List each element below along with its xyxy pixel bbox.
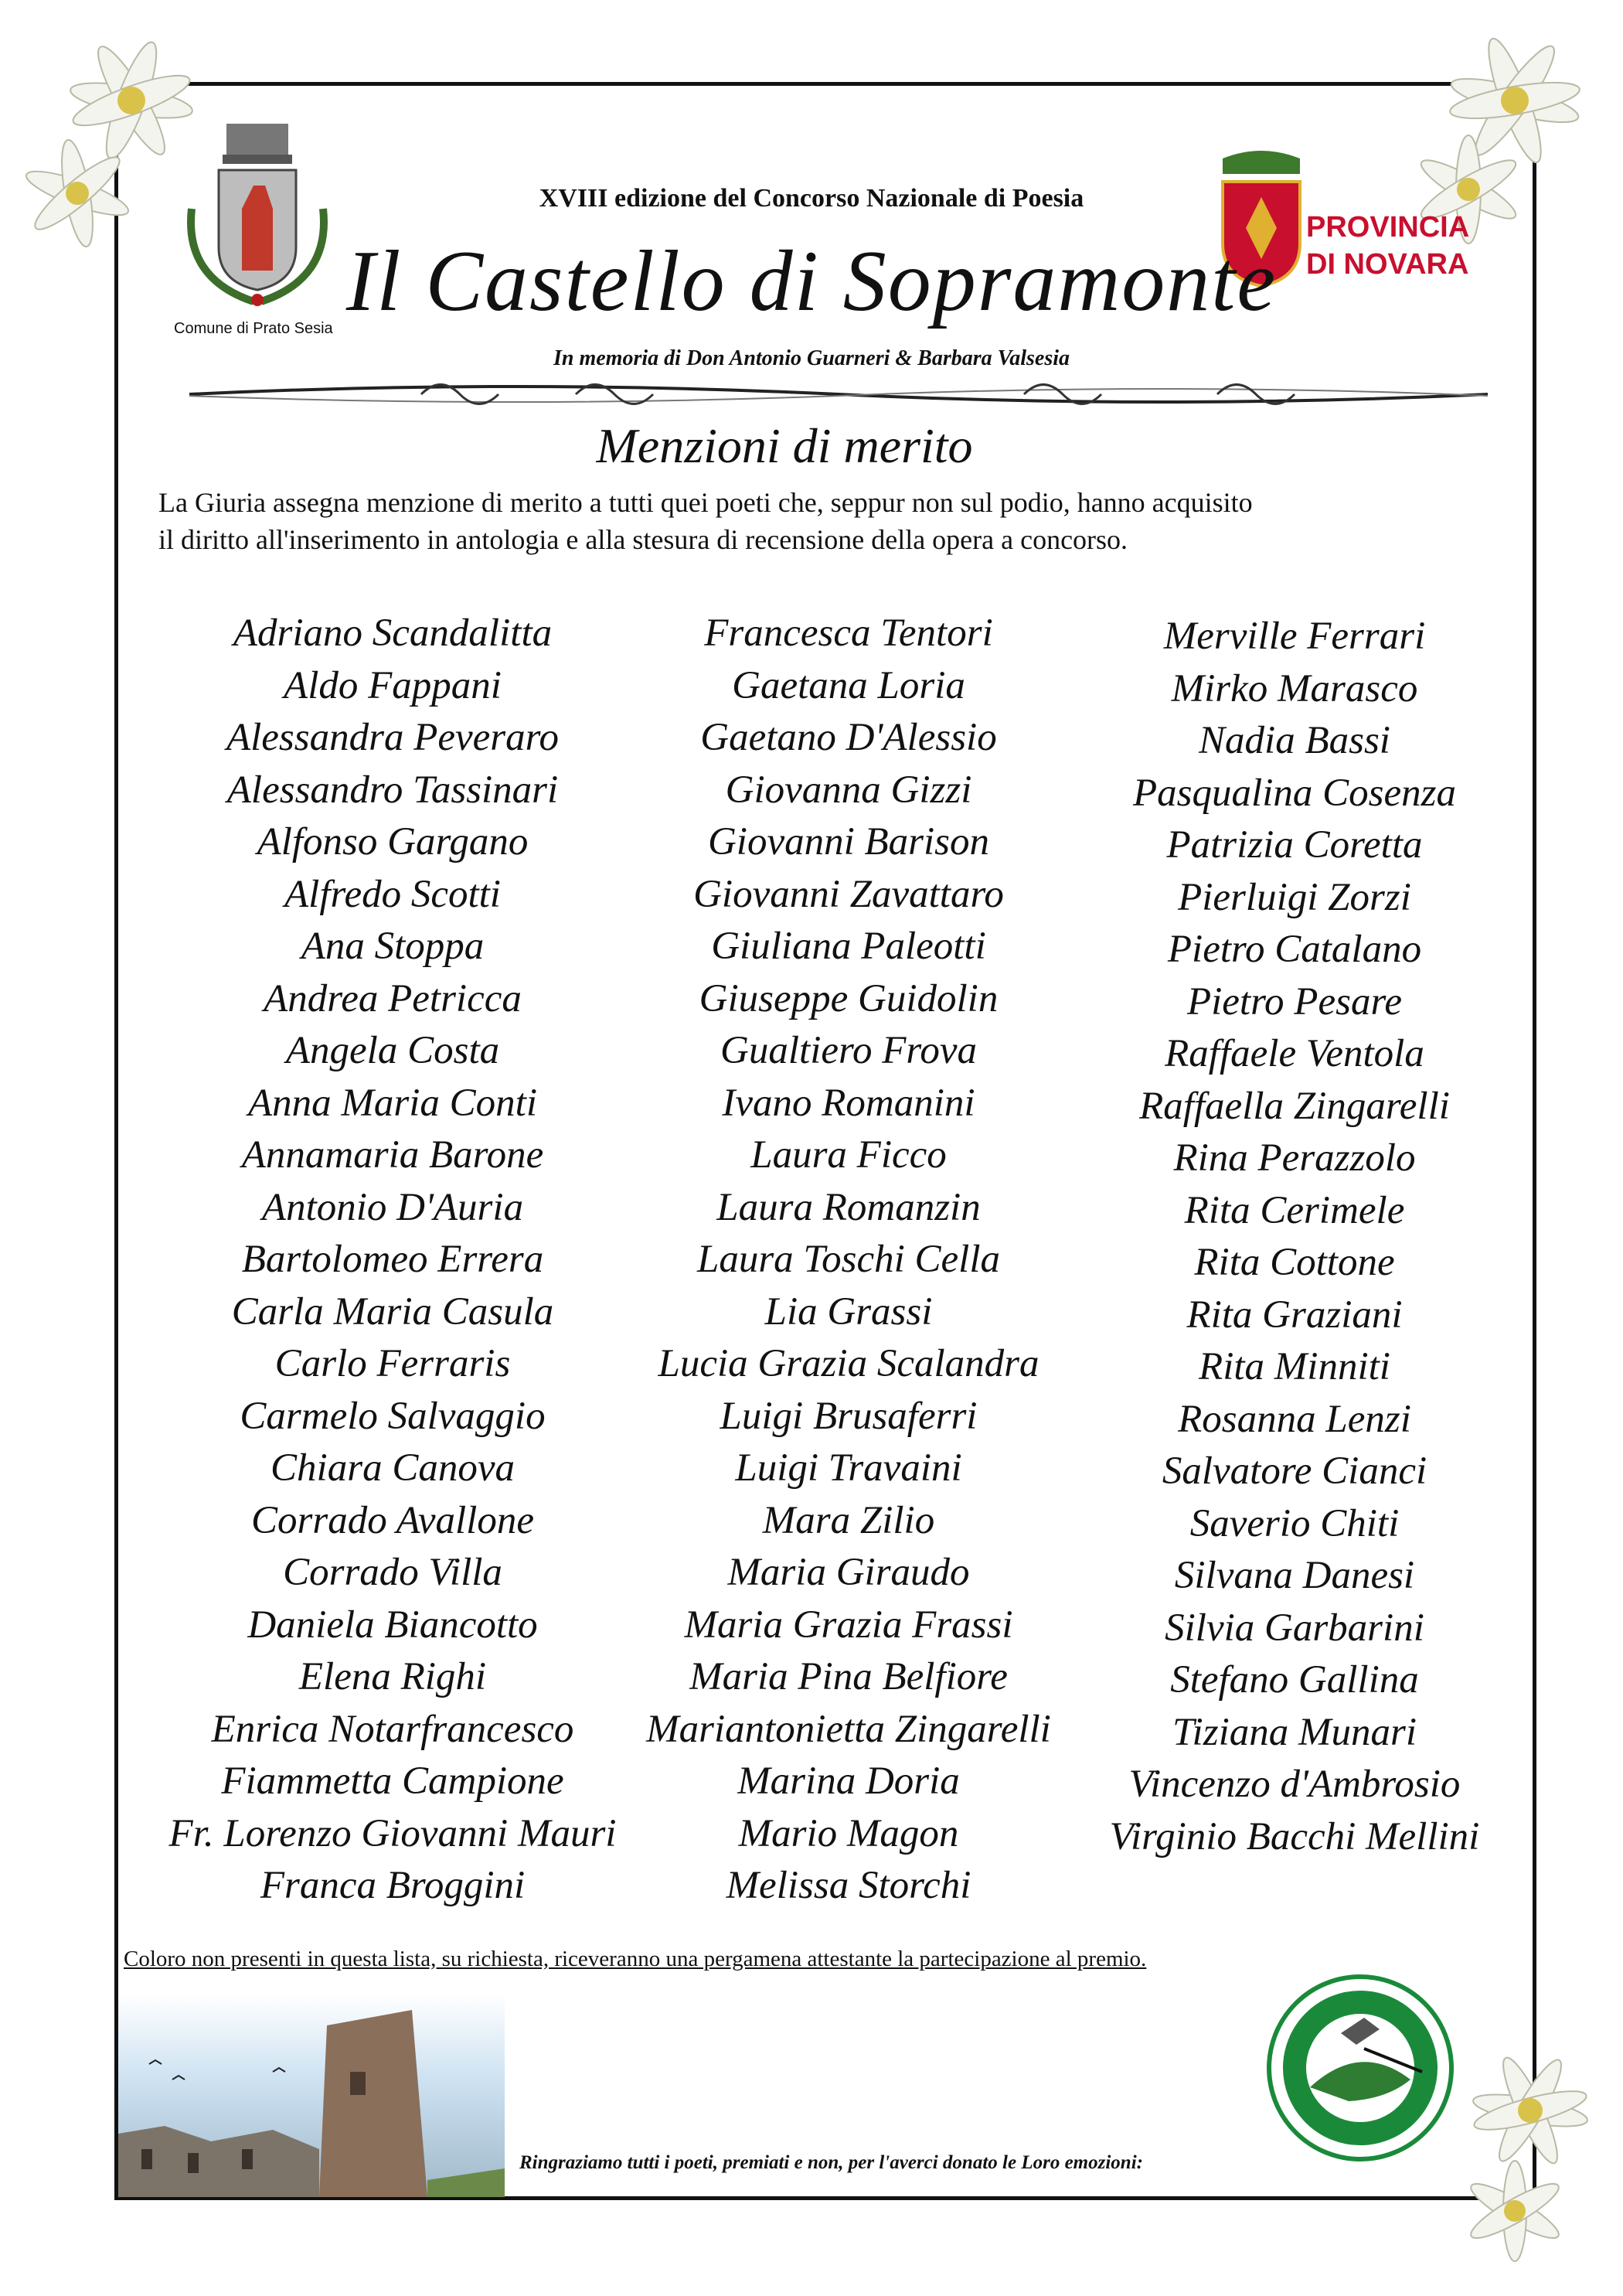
- poet-name: Rita Cerimele: [1184, 1188, 1405, 1232]
- intro-line-1: La Giuria assegna menzione di merito a tutti quei poeti che, seppur non sul podio, hanno acquisito: [158, 487, 1253, 518]
- poet-name: Alfonso Gargano: [257, 820, 529, 864]
- poet-name: Rita Minniti: [1199, 1345, 1390, 1388]
- poet-name: Andrea Petricca: [264, 976, 522, 1020]
- poet-name: Fr. Lorenzo Giovanni Mauri: [168, 1811, 617, 1855]
- poet-name: Maria Pina Belfiore: [689, 1655, 1008, 1698]
- poet-name: Maria Giraudo: [727, 1551, 970, 1594]
- poet-name: Raffaella Zingarelli: [1139, 1084, 1450, 1128]
- edelweiss-bottom-right-icon: [1430, 2025, 1615, 2281]
- poet-name: Vincenzo d'Ambrosio: [1128, 1763, 1461, 1806]
- footer-note: Coloro non presenti in questa lista, su richiesta, riceveranno una pergamena attestante la partecipazione al premio.: [124, 1947, 1147, 1971]
- poet-name: Giuliana Paleotti: [711, 925, 986, 968]
- thanks-text: Ringraziamo tutti i poeti, premiati e non, per l'averci donato le Loro emozioni:: [519, 2152, 1143, 2173]
- poet-name: Antonio D'Auria: [261, 1185, 524, 1229]
- poet-name: Ivano Romanini: [722, 1081, 975, 1125]
- edition-heading: XVIII edizione del Concorso Nazionale di Poesia: [539, 184, 1084, 213]
- poet-name: Mariantonietta Zingarelli: [646, 1707, 1051, 1751]
- poet-name: Laura Ficco: [750, 1133, 947, 1177]
- names-column-1: [145, 608, 640, 1913]
- poet-name: Patrizia Coretta: [1166, 823, 1423, 867]
- castle-photo: [118, 1995, 505, 2197]
- poet-name: Elena Righi: [298, 1655, 487, 1698]
- poet-name: Francesca Tentori: [704, 611, 993, 655]
- poet-name: Marina Doria: [737, 1759, 960, 1803]
- poet-name: Nadia Bassi: [1199, 719, 1390, 762]
- poet-name: Corrado Avallone: [251, 1498, 534, 1542]
- poet-name: Fiammetta Campione: [221, 1759, 564, 1803]
- poet-name: Laura Toschi Cella: [696, 1238, 1001, 1281]
- poet-name: Rosanna Lenzi: [1178, 1397, 1411, 1441]
- section-title: Menzioni di merito: [596, 418, 973, 473]
- poet-name: Gaetano D'Alessio: [700, 716, 997, 759]
- poet-name: Giovanni Zavattaro: [693, 872, 1004, 916]
- poet-name: Rina Perazzolo: [1173, 1136, 1416, 1180]
- poet-name: Alessandra Peveraro: [226, 716, 560, 759]
- intro-text: [158, 484, 1503, 558]
- comune-label: Comune di Prato Sesia: [174, 320, 333, 337]
- poet-name: Stefano Gallina: [1170, 1658, 1419, 1702]
- poet-name: Franca Broggini: [260, 1864, 526, 1907]
- poet-name: Angela Costa: [285, 1029, 500, 1072]
- provincia-line1: PROVINCIA: [1306, 211, 1470, 244]
- poet-name: Mirko Marasco: [1171, 666, 1418, 710]
- poet-name: Salvatore Cianci: [1162, 1449, 1427, 1493]
- poet-name: Adriano Scandalitta: [233, 611, 553, 655]
- poet-name: Maria Grazia Frassi: [684, 1603, 1013, 1647]
- ornamental-divider-icon: [189, 371, 1488, 417]
- memory-subtitle: In memoria di Don Antonio Guarneri & Barbara Valsesia: [553, 346, 1070, 370]
- poet-name: Virginio Bacchi Mellini: [1109, 1814, 1480, 1858]
- poet-name: Luigi Brusaferri: [720, 1394, 978, 1438]
- poet-name: Merville Ferrari: [1163, 615, 1426, 658]
- poet-name: Enrica Notarfrancesco: [211, 1707, 574, 1751]
- poet-name: Tiziana Munari: [1172, 1710, 1417, 1754]
- provincia-line2: DI NOVARA: [1306, 248, 1469, 281]
- poet-name: Rita Graziani: [1186, 1293, 1403, 1337]
- poet-name: Silvia Garbarini: [1165, 1606, 1424, 1650]
- names-column-2: [601, 608, 1096, 1913]
- poet-name: Pietro Pesare: [1186, 979, 1403, 1024]
- poet-name: Giovanni Barison: [707, 820, 990, 864]
- poet-name: Chiara Canova: [270, 1446, 515, 1490]
- poet-name: Anna Maria Conti: [247, 1081, 537, 1125]
- poet-name: Bartolomeo Errera: [241, 1238, 544, 1281]
- poet-name: Raffaele Ventola: [1165, 1032, 1424, 1075]
- poet-name: Giuseppe Guidolin: [699, 976, 999, 1020]
- poet-name: Daniela Biancotto: [247, 1603, 538, 1647]
- poet-name: Silvana Danesi: [1174, 1554, 1415, 1597]
- poet-name: Laura Romanzin: [716, 1185, 981, 1229]
- names-column-3: [1047, 611, 1542, 1863]
- poet-name: Lucia Grazia Scalandra: [658, 1342, 1039, 1385]
- poet-name: Corrado Villa: [283, 1551, 502, 1594]
- poet-name: Mario Magon: [738, 1811, 959, 1855]
- poet-name: Pietro Catalano: [1167, 928, 1422, 971]
- poet-name: Pierluigi Zorzi: [1178, 875, 1411, 919]
- poet-name: Carlo Ferraris: [274, 1342, 511, 1385]
- poet-name: Pasqualina Cosenza: [1133, 771, 1456, 815]
- poet-name: Carmelo Salvaggio: [240, 1394, 546, 1438]
- poet-name: Annamaria Barone: [241, 1133, 544, 1177]
- poet-name: Gualtiero Frova: [720, 1029, 977, 1072]
- ana-badge-icon: [1264, 1971, 1457, 2165]
- poet-name: Gaetana Loria: [732, 663, 965, 707]
- intro-line-2: il diritto all'inserimento in antologia e alla stesura di recensione della opera a concorso.: [158, 524, 1128, 555]
- page-title: Il Castello di Sopramonte: [345, 233, 1278, 329]
- poet-name: Carla Maria Casula: [231, 1289, 554, 1334]
- poet-name: Alfredo Scotti: [284, 872, 501, 916]
- poet-name: Luigi Travaini: [735, 1446, 962, 1490]
- poet-name: Giovanna Gizzi: [725, 768, 972, 812]
- poet-name: Mara Zilio: [762, 1498, 935, 1542]
- poet-name: Lia Grassi: [764, 1289, 933, 1334]
- poet-name: Alessandro Tassinari: [226, 768, 559, 812]
- poet-name: Melissa Storchi: [726, 1864, 971, 1907]
- poet-name: Ana Stoppa: [301, 925, 485, 968]
- poet-name: Saverio Chiti: [1189, 1501, 1400, 1545]
- poet-name: Rita Cottone: [1194, 1241, 1395, 1284]
- poet-name: Aldo Fappani: [284, 663, 502, 707]
